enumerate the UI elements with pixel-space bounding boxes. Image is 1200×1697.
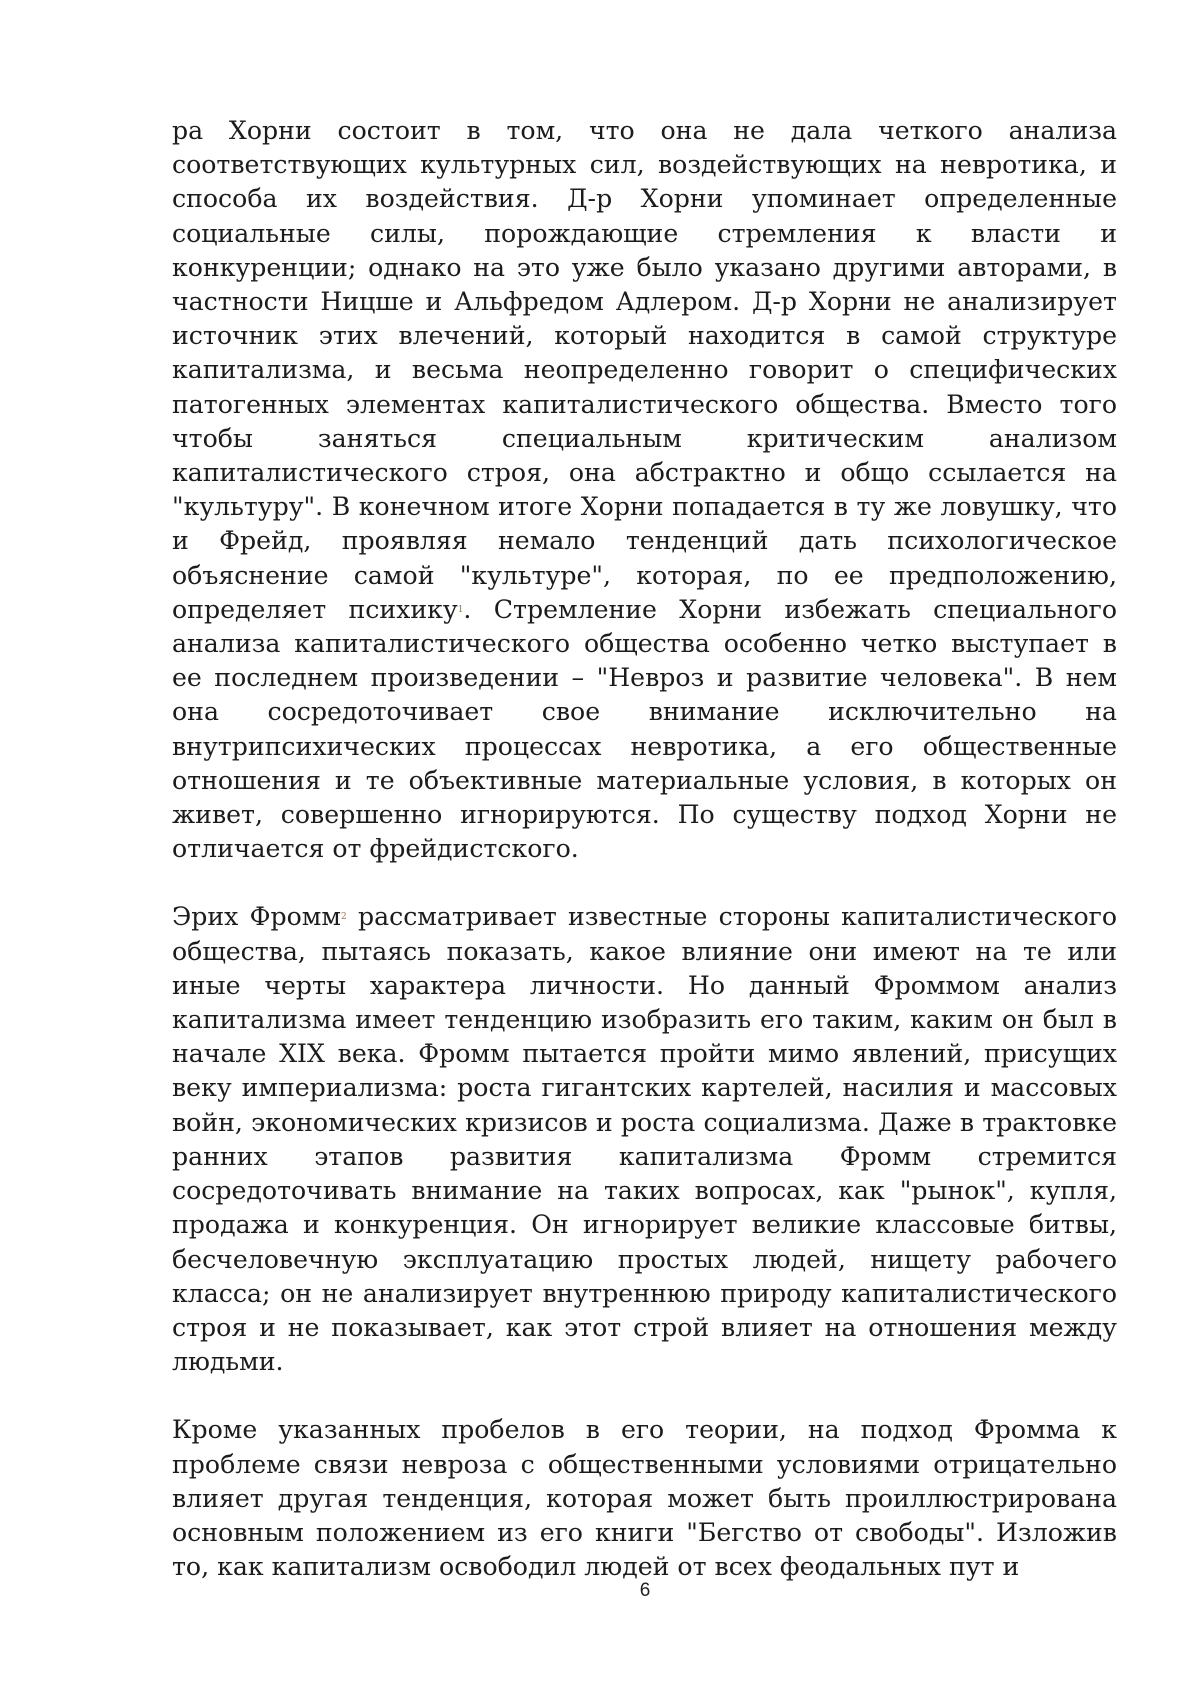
footnote-marker-1[interactable]: 1: [457, 604, 464, 615]
paragraph-2-text-cont: рассматривает известные стороны капиталистического общества, пытаясь показать, какое влияние они имеют на те или иные черты характера личности. Но данный Фроммом анализ капитализма имеет тенденцию изобразить его таким, каким он был в начале XIX века. Фромм пытается пройти мимо явлений, присущих веку империализма: роста гигантских картелей, насилия и массовых войн, экономических кризисов и роста социализма. Даже в трактовке ранних этапов развития капитализма Фромм стремится сосредоточивать внимание на таких вопросах, как "рынок", купля, продажа и конкуренция. Он игнорирует великие классовые битвы, бесчеловечную эксплуатацию простых людей, нищету рабочего класса; он не анализирует внутреннюю природу капиталистического строя и не показывает, как этот строй влияет на отношения между людьми.: [172, 902, 1118, 1377]
page-number: 6: [639, 1580, 651, 1601]
paragraph-1-text: ра Хорни состоит в том, что она не дала четкого анализа соответствующих культурных сил, воздействующих на невротика, и способа их воздействия. Д-р Хорни упоминает определенные социальные силы, порождающие стремления к власти и конкуренции; однако на это уже было указано другими авторами, в частности Ницше и Альфредом Адлером. Д-р Хорни не анализирует источник этих влечений, который находится в самой структуре капитализма, и весьма неопределенно говорит о специфических патогенных элементах капиталистического общества. Вместо того чтобы заняться специальным критическим анализом капиталистического строя, она абстрактно и общо ссылается на "культуру". В конечном итоге Хорни попадается в ту же ловушку, что и Фрейд, проявляя немало тенденций дать психологическое объяснение самой "культуре", которая, по ее предположению, определяет психику: [172, 116, 1117, 624]
footnote-marker-2[interactable]: 2: [341, 912, 347, 923]
paragraph-2: [172, 900, 1117, 1379]
paragraph-1-text-cont: . Стремление Хорни избежать специального анализа капиталистического общества особенно четко выступает в ее последнем произведении – "Невроз и развитие человека". В нем она сосредоточивает свое внимание исключительно на внутрипсихических процессах невротика, а его общественные отношения и те объективные материальные условия, в которых он живет, совершенно игнорируются. По существу подход Хорни не отличается от фрейдистского.: [172, 594, 1117, 864]
body-text: [172, 114, 1117, 1584]
paragraph-2-text: Эрих Фромм: [172, 902, 341, 932]
paragraph-1: [172, 114, 1117, 866]
paragraph-3-text: Кроме указанных пробелов в его теории, на подход Фромма к проблеме связи невроза с общественными условиями отрицательно влияет другая тенденция, которая может быть проиллюстрирована основным положением из его книги "Бегство от свободы". Изложив то, как капитализм освободил людей от всех феодальных пут и: [172, 1415, 1117, 1582]
paragraph-3: [172, 1413, 1117, 1584]
